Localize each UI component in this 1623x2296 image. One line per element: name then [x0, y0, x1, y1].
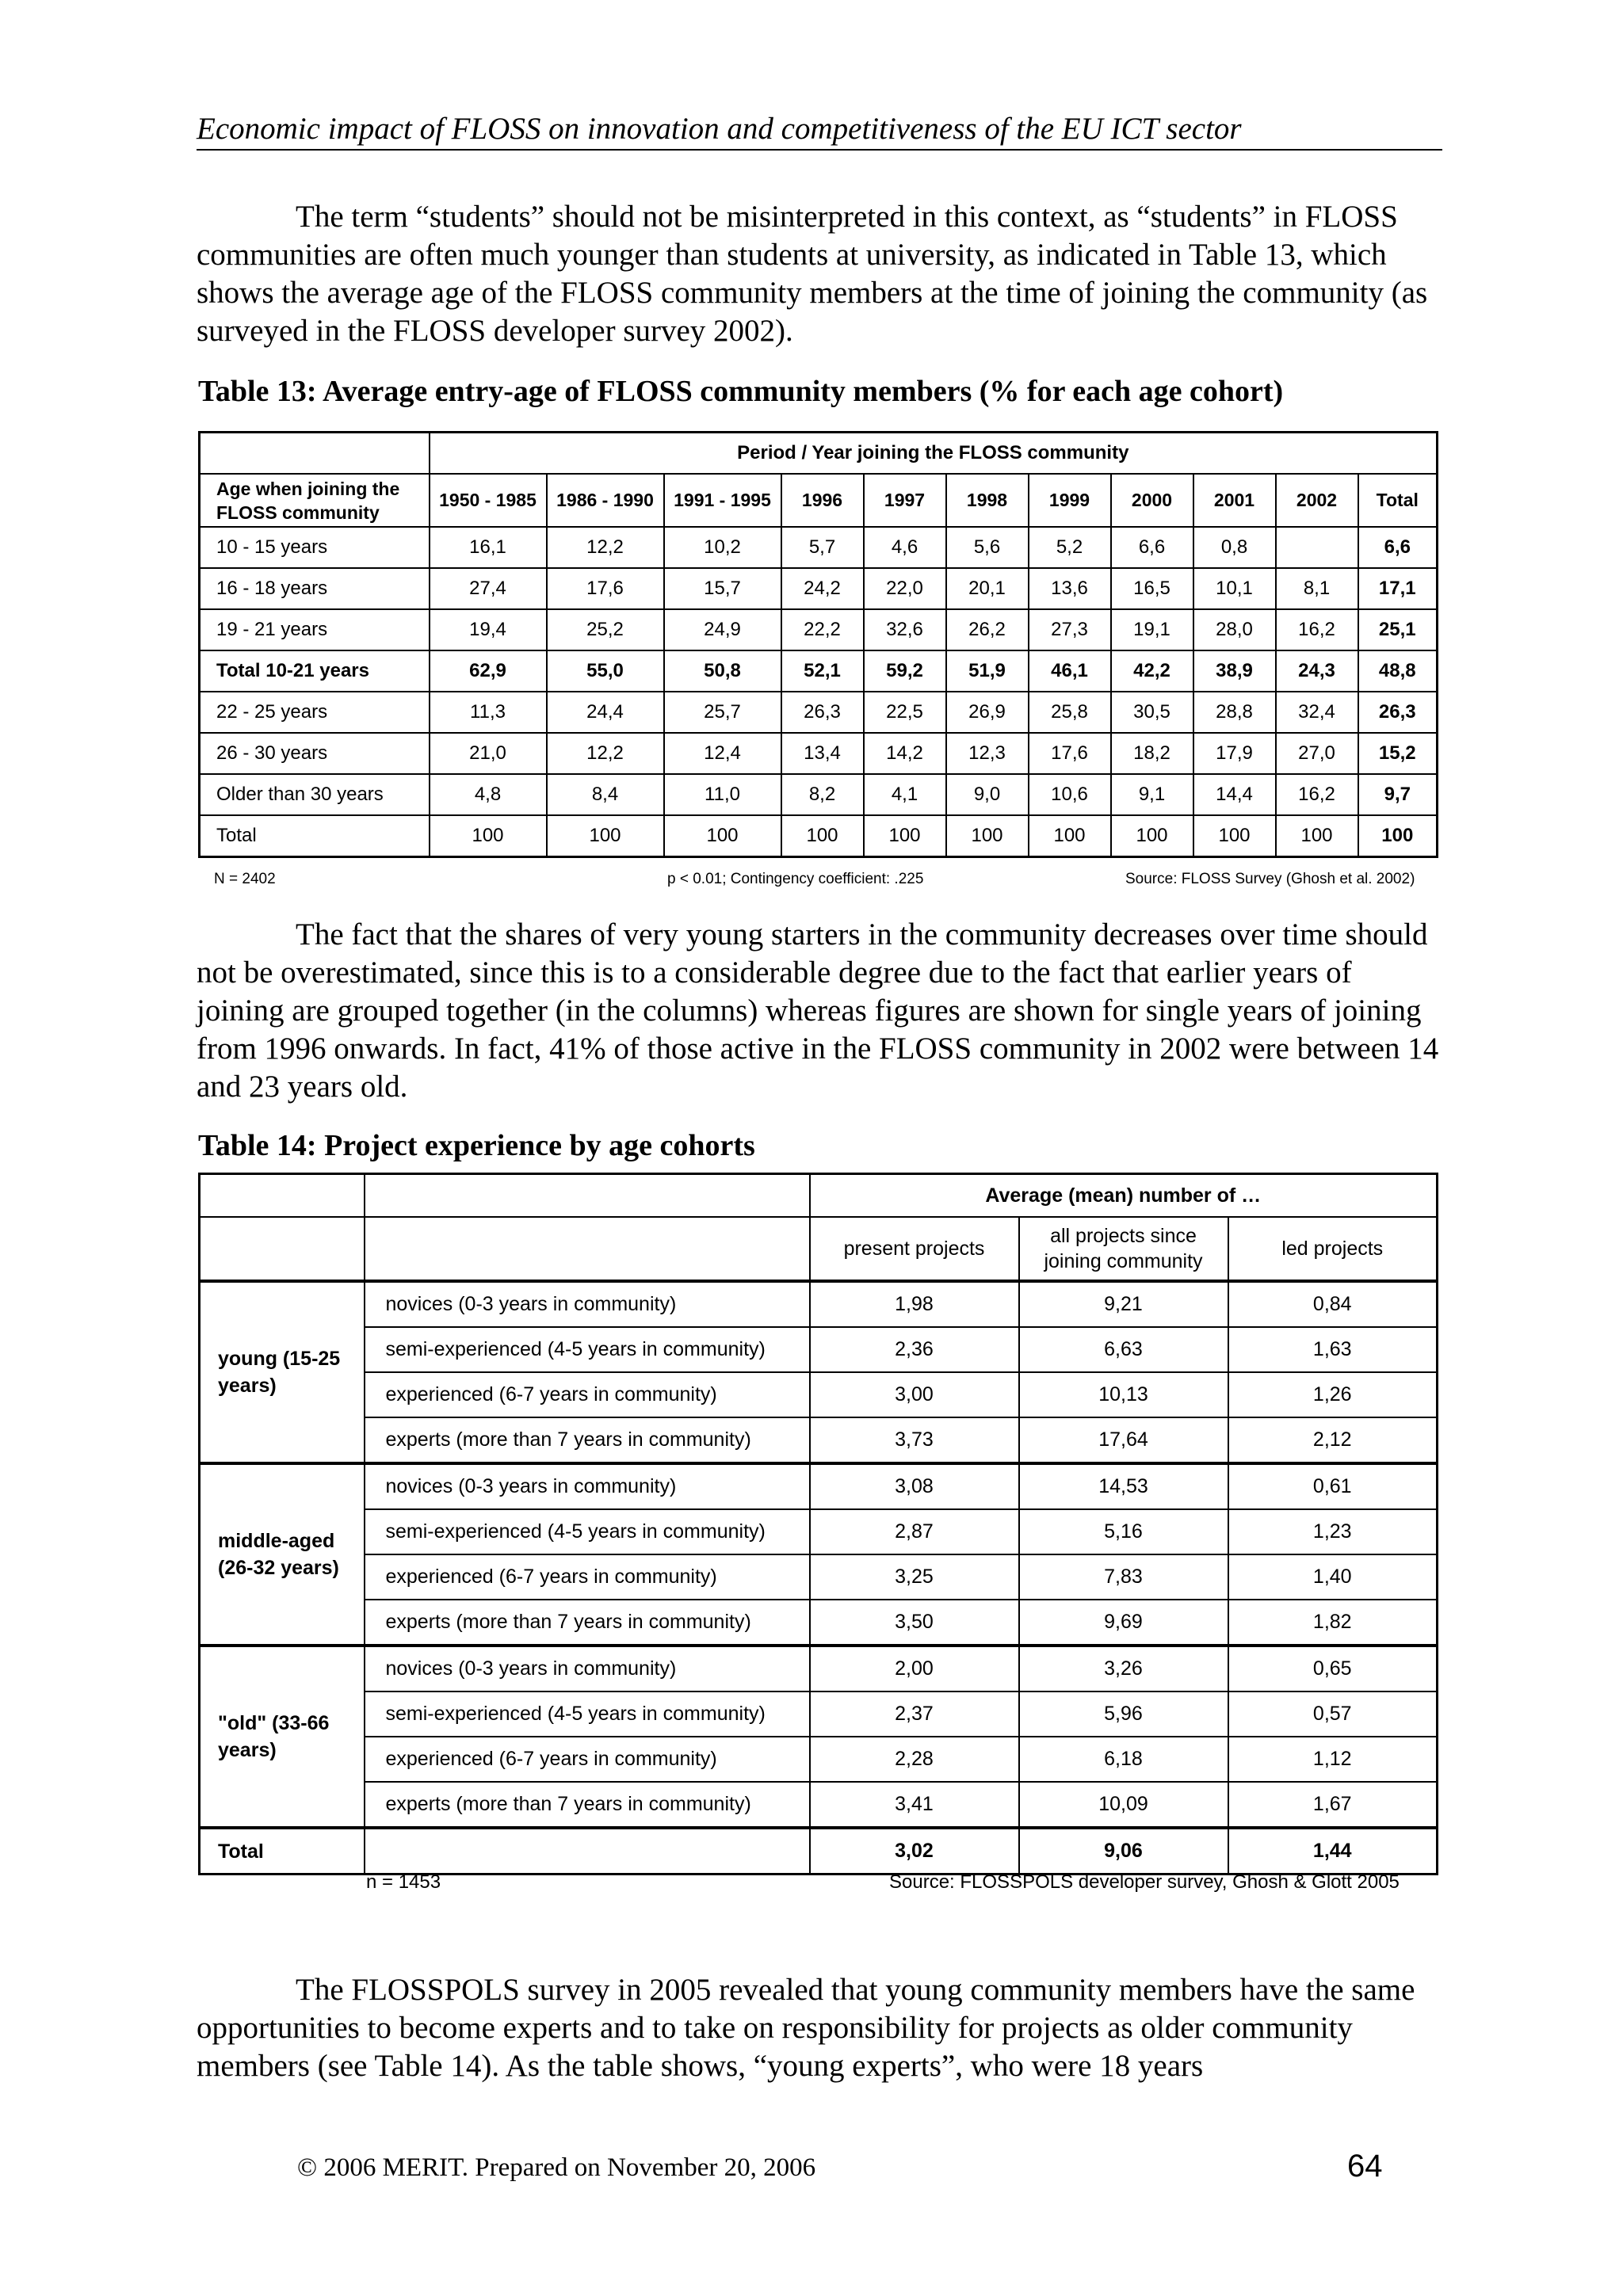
table14-cell: 6,63 — [1019, 1327, 1228, 1372]
table13-cell: 100 — [1358, 815, 1438, 857]
table13-cell: 15,2 — [1358, 733, 1438, 774]
table13 — [198, 431, 1438, 858]
table13-cell: 10,2 — [664, 527, 781, 568]
table13-cell: 100 — [864, 815, 946, 857]
table13-empty-corner — [200, 433, 430, 475]
table13-cell: 6,6 — [1111, 527, 1193, 568]
table13-cell: 26,3 — [1358, 692, 1438, 733]
table13-cell: 25,1 — [1358, 609, 1438, 650]
table13-cell: 12,2 — [547, 733, 664, 774]
table14-row — [200, 1691, 1438, 1737]
paragraph-3-text: The FLOSSPOLS survey in 2005 revealed that young community members have the same opportunities to become experts and to take on responsibility for projects as older community members (see Table 14). As the table shows, “young experts”, who were 18 years — [197, 1973, 1415, 2083]
table13-cell: 16,2 — [1276, 609, 1358, 650]
table13-cell: 18,2 — [1111, 733, 1193, 774]
table13-cell: 27,4 — [430, 568, 547, 609]
table13-cell: 14,2 — [864, 733, 946, 774]
table13-cell: 100 — [946, 815, 1029, 857]
table13-cell: 100 — [430, 815, 547, 857]
table14-cell: 1,26 — [1228, 1372, 1438, 1417]
paragraph-3 — [197, 1971, 1442, 2085]
table14-cell: 2,37 — [810, 1691, 1019, 1737]
table13-cell: 32,6 — [864, 609, 946, 650]
table14-empty-corner — [365, 1174, 810, 1218]
table14-note-n: n = 1453 — [366, 1871, 441, 1893]
table13-period-header: Period / Year joining the FLOSS community — [430, 433, 1438, 475]
table13-cell: 9,0 — [946, 774, 1029, 815]
table14-row — [200, 1782, 1438, 1828]
table13-cell: 9,1 — [1111, 774, 1193, 815]
table14-cell: 10,09 — [1019, 1782, 1228, 1828]
table14-level-label: novices (0-3 years in community) — [365, 1463, 810, 1509]
table13-cell: 21,0 — [430, 733, 547, 774]
table13-cell: 25,8 — [1029, 692, 1111, 733]
table13-cell: 10,6 — [1029, 774, 1111, 815]
table13-cell: 4,1 — [864, 774, 946, 815]
paragraph-1-text: The term “students” should not be misinterpreted in this context, as “students” in FLOSS communities are often much younger than students at university, as indicated in Table 13, which shows the average age of the FLOSS community members at the time of joining the community (as surveyed in the FLOSS developer survey 2002). — [197, 200, 1428, 348]
table13-col-header: 2002 — [1276, 474, 1358, 527]
table13-cell: 11,0 — [664, 774, 781, 815]
table13-col-header: 1950 - 1985 — [430, 474, 547, 527]
table13-cell: 59,2 — [864, 650, 946, 692]
table13-row — [200, 650, 1438, 692]
table14-row — [200, 1509, 1438, 1554]
table13-cell: 13,6 — [1029, 568, 1111, 609]
table14-level-label: experts (more than 7 years in community) — [365, 1417, 810, 1463]
table13-cell: 51,9 — [946, 650, 1029, 692]
table14-level-label: experts (more than 7 years in community) — [365, 1600, 810, 1646]
table13-cell: 20,1 — [946, 568, 1029, 609]
table13-cell: 48,8 — [1358, 650, 1438, 692]
table14-cell: 0,65 — [1228, 1646, 1438, 1691]
table13-cell: 24,2 — [781, 568, 864, 609]
table13-cell: 16,1 — [430, 527, 547, 568]
table13-cell: 100 — [1276, 815, 1358, 857]
table13-cell: 8,2 — [781, 774, 864, 815]
table13-cell: 100 — [664, 815, 781, 857]
table14-cell: 1,63 — [1228, 1327, 1438, 1372]
table13-cell: 100 — [547, 815, 664, 857]
table13-cell: 25,7 — [664, 692, 781, 733]
table13-col-header: 2000 — [1111, 474, 1193, 527]
table13-col-header: 1986 - 1990 — [547, 474, 664, 527]
table13-col-header: Total — [1358, 474, 1438, 527]
table14-cell: 1,98 — [810, 1281, 1019, 1327]
table13-note-source: Source: FLOSS Survey (Ghosh et al. 2002) — [1125, 871, 1415, 887]
table14-row — [200, 1554, 1438, 1600]
table13-row-label: Total 10-21 years — [200, 650, 430, 692]
table13-body — [200, 527, 1438, 857]
table14-empty-corner — [200, 1217, 365, 1281]
table13-age-header: Age when joining the FLOSS community — [200, 474, 430, 527]
table13-cell: 55,0 — [547, 650, 664, 692]
table13-cell: 13,4 — [781, 733, 864, 774]
table14-cell: 2,12 — [1228, 1417, 1438, 1463]
table13-cell: 27,0 — [1276, 733, 1358, 774]
table14-row — [200, 1463, 1438, 1509]
table14-cell: 3,08 — [810, 1463, 1019, 1509]
table13-cell: 100 — [1193, 815, 1276, 857]
table13-cell: 5,2 — [1029, 527, 1111, 568]
table14-empty-corner — [365, 1217, 810, 1281]
table13-cell: 26,2 — [946, 609, 1029, 650]
table13-cell: 17,1 — [1358, 568, 1438, 609]
table14-cell: 2,00 — [810, 1646, 1019, 1691]
table13-cell: 6,6 — [1358, 527, 1438, 568]
table13-cell: 4,8 — [430, 774, 547, 815]
table14-cell: 5,96 — [1019, 1691, 1228, 1737]
table14-col-header: present projects — [810, 1217, 1019, 1281]
table13-col-header: 2001 — [1193, 474, 1276, 527]
table13-cell: 5,7 — [781, 527, 864, 568]
table13-cell: 15,7 — [664, 568, 781, 609]
table14-cell: 0,61 — [1228, 1463, 1438, 1509]
table14-total-cell: 1,44 — [1228, 1828, 1438, 1875]
table13-cell: 10,1 — [1193, 568, 1276, 609]
table13-cell: 19,4 — [430, 609, 547, 650]
table13-cell: 100 — [1029, 815, 1111, 857]
table14-cell: 0,57 — [1228, 1691, 1438, 1737]
table13-row — [200, 774, 1438, 815]
table14-level-label: semi-experienced (4-5 years in community) — [365, 1509, 810, 1554]
table14-cell: 17,64 — [1019, 1417, 1228, 1463]
table14-caption: Table 14: Project experience by age cohorts — [198, 1129, 755, 1162]
paragraph-1 — [197, 198, 1442, 350]
table13-row — [200, 568, 1438, 609]
table14-empty-corner — [200, 1174, 365, 1218]
table14-cell: 1,12 — [1228, 1737, 1438, 1782]
table14-cell: 3,73 — [810, 1417, 1019, 1463]
table13-col-header: 1997 — [864, 474, 946, 527]
table14-cell: 9,69 — [1019, 1600, 1228, 1646]
table14-col-header: all projects since joining community — [1019, 1217, 1228, 1281]
table14 — [198, 1173, 1438, 1875]
table14-cell: 0,84 — [1228, 1281, 1438, 1327]
table14-cell: 2,36 — [810, 1327, 1019, 1372]
table14-cell: 5,16 — [1019, 1509, 1228, 1554]
table14-total-cell: 3,02 — [810, 1828, 1019, 1875]
table14-cell: 3,00 — [810, 1372, 1019, 1417]
table13-cell: 12,3 — [946, 733, 1029, 774]
table14-cell: 1,40 — [1228, 1554, 1438, 1600]
table13-cell: 24,9 — [664, 609, 781, 650]
table14-row — [200, 1327, 1438, 1372]
table13-cell: 38,9 — [1193, 650, 1276, 692]
table13-row-label: 26 - 30 years — [200, 733, 430, 774]
table13-cell: 24,4 — [547, 692, 664, 733]
table14-col-header: led projects — [1228, 1217, 1438, 1281]
table14-level-label: novices (0-3 years in community) — [365, 1646, 810, 1691]
table14-cell: 7,83 — [1019, 1554, 1228, 1600]
table13-cell: 50,8 — [664, 650, 781, 692]
table13-cell: 22,5 — [864, 692, 946, 733]
table13-cell: 32,4 — [1276, 692, 1358, 733]
table13-cell: 42,2 — [1111, 650, 1193, 692]
table13-cell: 100 — [781, 815, 864, 857]
table13-cell: 62,9 — [430, 650, 547, 692]
table13-col-header: 1998 — [946, 474, 1029, 527]
table14-cell: 14,53 — [1019, 1463, 1228, 1509]
table14-cell: 1,82 — [1228, 1600, 1438, 1646]
table13-cell: 28,0 — [1193, 609, 1276, 650]
table13-row-label: Total — [200, 815, 430, 857]
table13-note-stat: p < 0.01; Contingency coefficient: .225 — [667, 871, 924, 887]
table14-total-cell: 9,06 — [1019, 1828, 1228, 1875]
table13-cell: 25,2 — [547, 609, 664, 650]
table14-cell: 3,25 — [810, 1554, 1019, 1600]
table13-cell: 4,6 — [864, 527, 946, 568]
table13-cell: 11,3 — [430, 692, 547, 733]
table14-cell: 2,28 — [810, 1737, 1019, 1782]
table13-row-label: 10 - 15 years — [200, 527, 430, 568]
table13-cell: 9,7 — [1358, 774, 1438, 815]
table13-cell: 17,6 — [547, 568, 664, 609]
running-header: Economic impact of FLOSS on innovation and competitiveness of the EU ICT sector — [197, 109, 1442, 151]
table13-cell: 22,2 — [781, 609, 864, 650]
table14-cell: 3,41 — [810, 1782, 1019, 1828]
table13-cell: 12,2 — [547, 527, 664, 568]
table13-cell: 27,3 — [1029, 609, 1111, 650]
table13-cell: 8,4 — [547, 774, 664, 815]
table14-row — [200, 1372, 1438, 1417]
table13-col-header: 1996 — [781, 474, 864, 527]
table13-cell: 0,8 — [1193, 527, 1276, 568]
table14-row — [200, 1737, 1438, 1782]
table14-level-label: experienced (6-7 years in community) — [365, 1554, 810, 1600]
table14-cell: 2,87 — [810, 1509, 1019, 1554]
table13-col-header: 1999 — [1029, 474, 1111, 527]
table14-cell: 3,26 — [1019, 1646, 1228, 1691]
table14-row — [200, 1646, 1438, 1691]
footer-copyright: © 2006 MERIT. Prepared on November 20, 2006 — [297, 2153, 816, 2182]
table13-caption: Table 13: Average entry-age of FLOSS community members (% for each age cohort) — [198, 375, 1284, 408]
table14-level-label: novices (0-3 years in community) — [365, 1281, 810, 1327]
table14-total-empty — [365, 1828, 810, 1875]
table14-group-label: young (15-25 years) — [200, 1281, 365, 1463]
table14-level-label: semi-experienced (4-5 years in community) — [365, 1327, 810, 1372]
table13-col-header: 1991 - 1995 — [664, 474, 781, 527]
table13-cell: 17,6 — [1029, 733, 1111, 774]
table14-level-label: experienced (6-7 years in community) — [365, 1737, 810, 1782]
table13-cell: 5,6 — [946, 527, 1029, 568]
table14-row — [200, 1281, 1438, 1327]
table13-cell: 52,1 — [781, 650, 864, 692]
table14-note-source: Source: FLOSSPOLS developer survey, Ghosh & Glott 2005 — [889, 1871, 1400, 1893]
table13-row-label: Older than 30 years — [200, 774, 430, 815]
table14-body — [200, 1281, 1438, 1828]
table14-row — [200, 1600, 1438, 1646]
table13-cell: 28,8 — [1193, 692, 1276, 733]
table14-level-label: experienced (6-7 years in community) — [365, 1372, 810, 1417]
table13-cell: 16,5 — [1111, 568, 1193, 609]
table14-level-label: experts (more than 7 years in community) — [365, 1782, 810, 1828]
table13-row — [200, 692, 1438, 733]
table14-group-label: middle-aged (26-32 years) — [200, 1463, 365, 1646]
table13-cell: 22,0 — [864, 568, 946, 609]
table14-cell: 1,67 — [1228, 1782, 1438, 1828]
table14-avg-header: Average (mean) number of … — [810, 1174, 1438, 1218]
table13-cell: 24,3 — [1276, 650, 1358, 692]
page-number: 64 — [1347, 2149, 1383, 2183]
table14-row — [200, 1417, 1438, 1463]
table13-row — [200, 609, 1438, 650]
table13-cell: 26,3 — [781, 692, 864, 733]
table14-cell: 9,21 — [1019, 1281, 1228, 1327]
table13-cell: 14,4 — [1193, 774, 1276, 815]
paragraph-2-text: The fact that the shares of very young starters in the community decreases over time should not be overestimated, since this is to a considerable degree due to the fact that earlier years of joining are grouped together (in the columns) whereas figures are shown for single years of joining from 1996 onwards. In fact, 41% of those active in the FLOSS community in 2002 were between 14 and 23 years old. — [197, 917, 1439, 1104]
table13-row-label: 16 - 18 years — [200, 568, 430, 609]
table14-total-label: Total — [200, 1828, 365, 1875]
table13-row — [200, 733, 1438, 774]
table13-cell: 16,2 — [1276, 774, 1358, 815]
table14-cell: 1,23 — [1228, 1509, 1438, 1554]
table13-row-label: 19 - 21 years — [200, 609, 430, 650]
table13-row — [200, 527, 1438, 568]
paragraph-2 — [197, 916, 1442, 1106]
table13-cell: 26,9 — [946, 692, 1029, 733]
table13-note-n: N = 2402 — [214, 871, 276, 887]
table13-cell: 30,5 — [1111, 692, 1193, 733]
table13-cell: 46,1 — [1029, 650, 1111, 692]
table14-group-label: "old" (33-66 years) — [200, 1646, 365, 1828]
table13-cell: 17,9 — [1193, 733, 1276, 774]
table13-cell: 8,1 — [1276, 568, 1358, 609]
table13-cell: 100 — [1111, 815, 1193, 857]
table13-row-label: 22 - 25 years — [200, 692, 430, 733]
table13-cell — [1276, 527, 1358, 568]
table13-row — [200, 815, 1438, 857]
table14-level-label: semi-experienced (4-5 years in community) — [365, 1691, 810, 1737]
table13-cell: 12,4 — [664, 733, 781, 774]
table13-cell: 19,1 — [1111, 609, 1193, 650]
table14-cell: 3,50 — [810, 1600, 1019, 1646]
table14-cell: 6,18 — [1019, 1737, 1228, 1782]
table14-cell: 10,13 — [1019, 1372, 1228, 1417]
